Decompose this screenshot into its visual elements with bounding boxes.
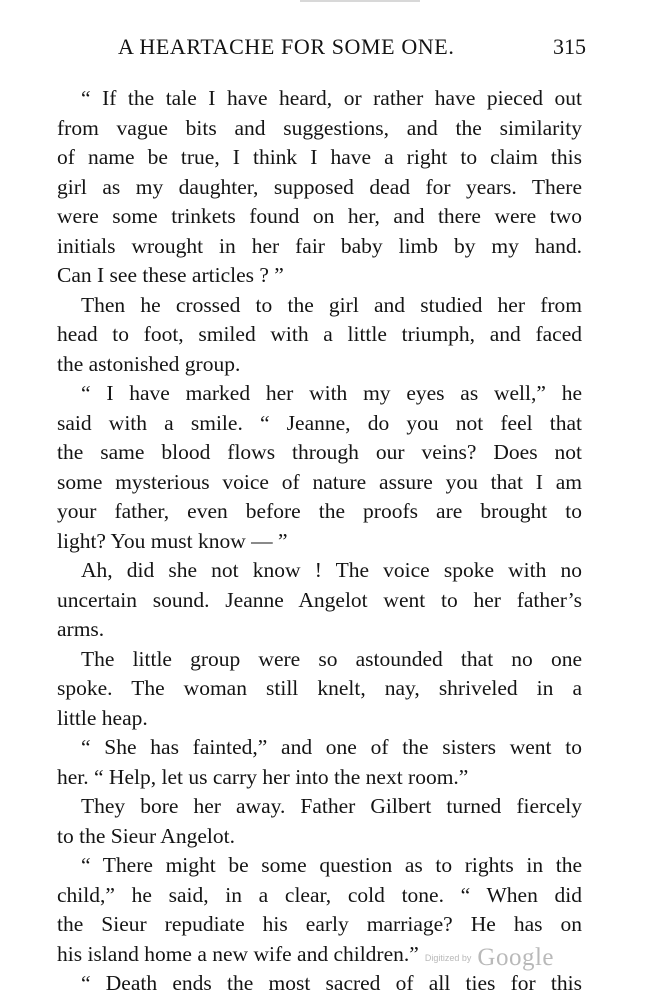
text-line: the astonished group. bbox=[57, 351, 241, 376]
text-line: said with a smile. “ Jeanne, do you not feel that bbox=[57, 410, 582, 435]
text-line: uncertain sound. Jeanne Angelot went to her father’s bbox=[57, 587, 582, 612]
text-line: to the Sieur Angelot. bbox=[57, 823, 235, 848]
text-line: “ Death ends the most sacred of all ties for this bbox=[81, 971, 582, 995]
text-line: They bore her away. Father Gilbert turned fiercely bbox=[81, 794, 582, 818]
watermark-prefix: Digitized by bbox=[424, 953, 472, 963]
text-line: her. “ Help, let us carry her into the next room.” bbox=[57, 764, 469, 789]
google-logo: Google bbox=[477, 944, 554, 971]
text-line: his island home a new wife and children.” bbox=[57, 941, 419, 966]
page-header bbox=[86, 34, 586, 64]
running-title: A HEARTACHE FOR SOME ONE. bbox=[118, 34, 455, 59]
text-line: the same blood flows through our veins? Does not bbox=[57, 440, 582, 464]
text-line: spoke. The woman still knelt, nay, shriveled in a bbox=[57, 676, 582, 700]
text-line: “ I have marked her with my eyes as well,” he bbox=[81, 381, 582, 405]
text-line: “ There might be some question as to rights in the bbox=[81, 853, 582, 877]
text-line: of name be true, I think I have a right to claim this bbox=[57, 145, 582, 169]
text-line: Then he crossed to the girl and studied her from bbox=[81, 292, 582, 317]
text-line: from vague bits and suggestions, and the similarity bbox=[57, 115, 582, 140]
body-text bbox=[57, 84, 582, 999]
text-line: little heap. bbox=[57, 705, 148, 730]
text-line: head to foot, smiled with a little triumph, and faced bbox=[57, 322, 582, 346]
text-line: some mysterious voice of nature assure you that I am bbox=[57, 469, 582, 494]
text-line: “ If the tale I have heard, or rather have pieced out bbox=[81, 86, 582, 110]
text-line: were some trinkets found on her, and there were two bbox=[57, 204, 582, 228]
text-line: your father, even before the proofs are brought to bbox=[57, 499, 582, 523]
text-line: light? You must know — ” bbox=[57, 528, 288, 553]
text-line: child,” he said, in a clear, cold tone. “ When did bbox=[57, 882, 582, 907]
text-line: Can I see these articles ? ” bbox=[57, 263, 284, 287]
text-line: The little group were so astounded that no one bbox=[81, 646, 582, 671]
text-line: the Sieur repudiate his early marriage? He has on bbox=[57, 912, 582, 936]
scan-edge-mark bbox=[300, 0, 420, 2]
text-line: initials wrought in her fair baby limb by my hand. bbox=[57, 233, 582, 258]
text-line: girl as my daughter, supposed dead for years. There bbox=[57, 174, 582, 199]
text-line: “ She has fainted,” and one of the sisters went to bbox=[81, 735, 582, 759]
page-number: 315 bbox=[553, 34, 586, 59]
digitized-by-google-watermark bbox=[425, 944, 554, 972]
text-line: arms. bbox=[57, 617, 105, 641]
text-line: Ah, did she not know ! The voice spoke with no bbox=[81, 558, 582, 582]
